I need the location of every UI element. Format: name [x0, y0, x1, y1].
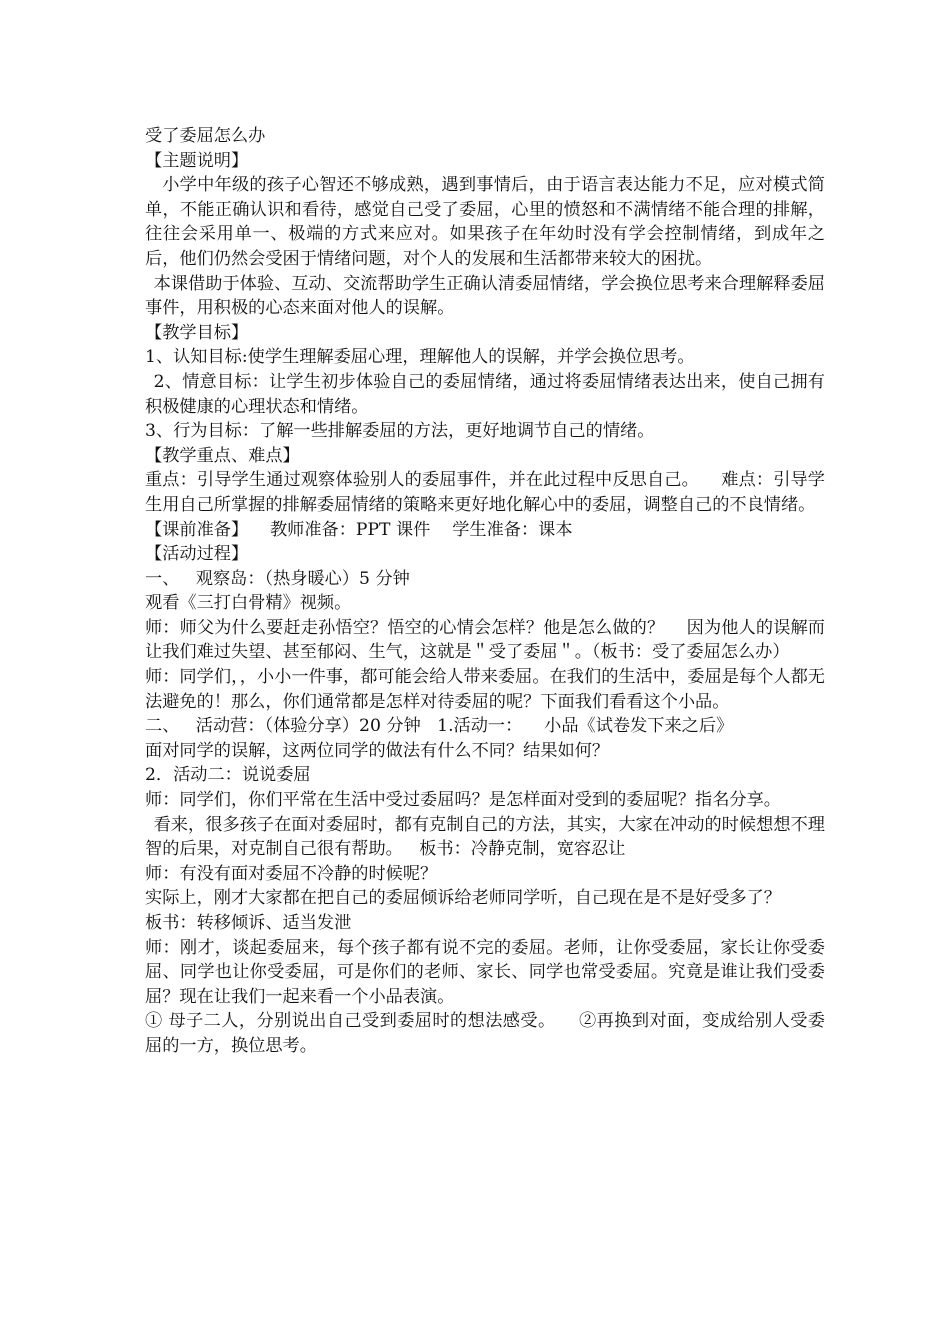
step2-teacher-ask: 师：同学们，你们平常在生活中受过委屈吗？是怎样面对受到的委屈呢？指名分享。 — [145, 790, 781, 811]
section-heading-key-points: 【教学重点、难点】 — [145, 445, 300, 466]
step2-activity-two: 2．活动二：说说委屈 — [145, 765, 311, 786]
step2-reflection: 实际上，刚才大家都在把自己的委屈倾诉给老师同学听，自己现在是不是好受多了？ — [145, 888, 781, 909]
preparation-line — [145, 518, 825, 543]
section-heading-process: 【活动过程】 — [145, 544, 249, 565]
step1-teacher-intro: 师：同学们，，小小一件事，都可能会给人带来委屈。在我们的生活中，委屈是每个人都无法避免的！那么，你们通常都是怎样对待委屈的呢？下面我们看看这个小品。 — [145, 667, 825, 712]
step2-summary: 看来，很多孩子在面对委屈时，都有克制自己的方法，其实，大家在冲动的时候想想不理智的后果，对克制自己很有帮助。 板书：冷静克制，宽容忍让 — [145, 814, 825, 860]
key-points-paragraph: 重点：引导学生通过观察体验别人的委屈事件，并在此过程中反思自己。 难点：引导学生用自己所掌握的排解委屈情绪的策略来更好地化解心中的委屈，调整自己的不良情绪。 — [145, 470, 825, 515]
step1-title: 一、 观察岛：（热身暖心）5 分钟 — [145, 568, 410, 589]
theme-paragraph-2: 本课借助于体验、互动、交流帮助学生正确认清委屈情绪，学会换位思考来合理解释委屈事件，用积极的心态来面对他人的误解。 — [145, 273, 825, 319]
step2-teacher-calm: 师：有没有面对委屈不冷静的时候呢？ — [145, 863, 438, 884]
step1-teacher-question: 师：师父为什么要赶走孙悟空？悟空的心情会怎样？他是怎么做的？ 因为他人的误解而让我们难过失望、甚至郁闷、生气，这就是＂受了委屈＂。（板书：受了委屈怎么办） — [145, 617, 825, 663]
goal-cognitive: 1、认知目标:使学生理解委屈心理，理解他人的误解，并学会换位思考。 — [145, 347, 695, 368]
goal-behavioral: 3、行为目标：了解一些排解委屈的方法，更好地调节自己的情绪。 — [145, 421, 655, 442]
section-heading-preparation: 【课前准备】 — [145, 519, 249, 540]
step2-title: 二、 活动营：（体验分享）20 分钟 1.活动一： 小品《试卷发下来之后》 — [145, 716, 734, 737]
document-title: 受了委屈怎么办 — [145, 126, 266, 146]
step2-roleplay: ① 母子二人，分别说出自己受到委屈时的想法感受。 ②再换到对面，变成给别人受委屈的一方，换位思考。 — [145, 1011, 825, 1056]
theme-paragraph-1: 小学中年级的孩子心智还不够成熟，遇到事情后，由于语言表达能力不足，应对模式简单，不能正确认识和看待，感觉自己受了委屈，心里的愤怒和不满情绪不能合理的排解，往往会采用单一、极端的方式来应对。如果孩子在年幼时没有学会控制情绪，到成年之后，他们仍然会受困于情绪问题，对个人的发展和生活都带来较大的困扰。 — [145, 175, 825, 269]
step2-teacher-skit: 师：刚才，谈起委屈来，每个孩子都有说不完的委屈。老师，让你受委屈，家长让你受委屈、同学也让你受委屈，可是你们的老师、家长、同学也常受委屈。究竟是谁让我们受委屈？现在让我们一起来看一个小品表演。 — [145, 937, 825, 1007]
step2-question: 面对同学的误解，这两位同学的做法有什么不同？结果如何？ — [145, 740, 610, 761]
section-heading-theme: 【主题说明】 — [145, 150, 249, 171]
preparation-details: 教师准备：PPT 课件 学生准备：课本 — [248, 519, 573, 540]
section-heading-goals: 【教学目标】 — [145, 322, 249, 343]
goal-emotional: 2、情意目标：让学生初步体验自己的委屈情绪，通过将委屈情绪表达出来，使自己拥有积极健康的心理状态和情绪。 — [145, 371, 825, 417]
step2-board-note: 板书：转移倾诉、适当发泄 — [145, 913, 352, 933]
document-page — [145, 124, 825, 1059]
step1-video: 观看《三打白骨精》视频。 — [145, 593, 352, 614]
